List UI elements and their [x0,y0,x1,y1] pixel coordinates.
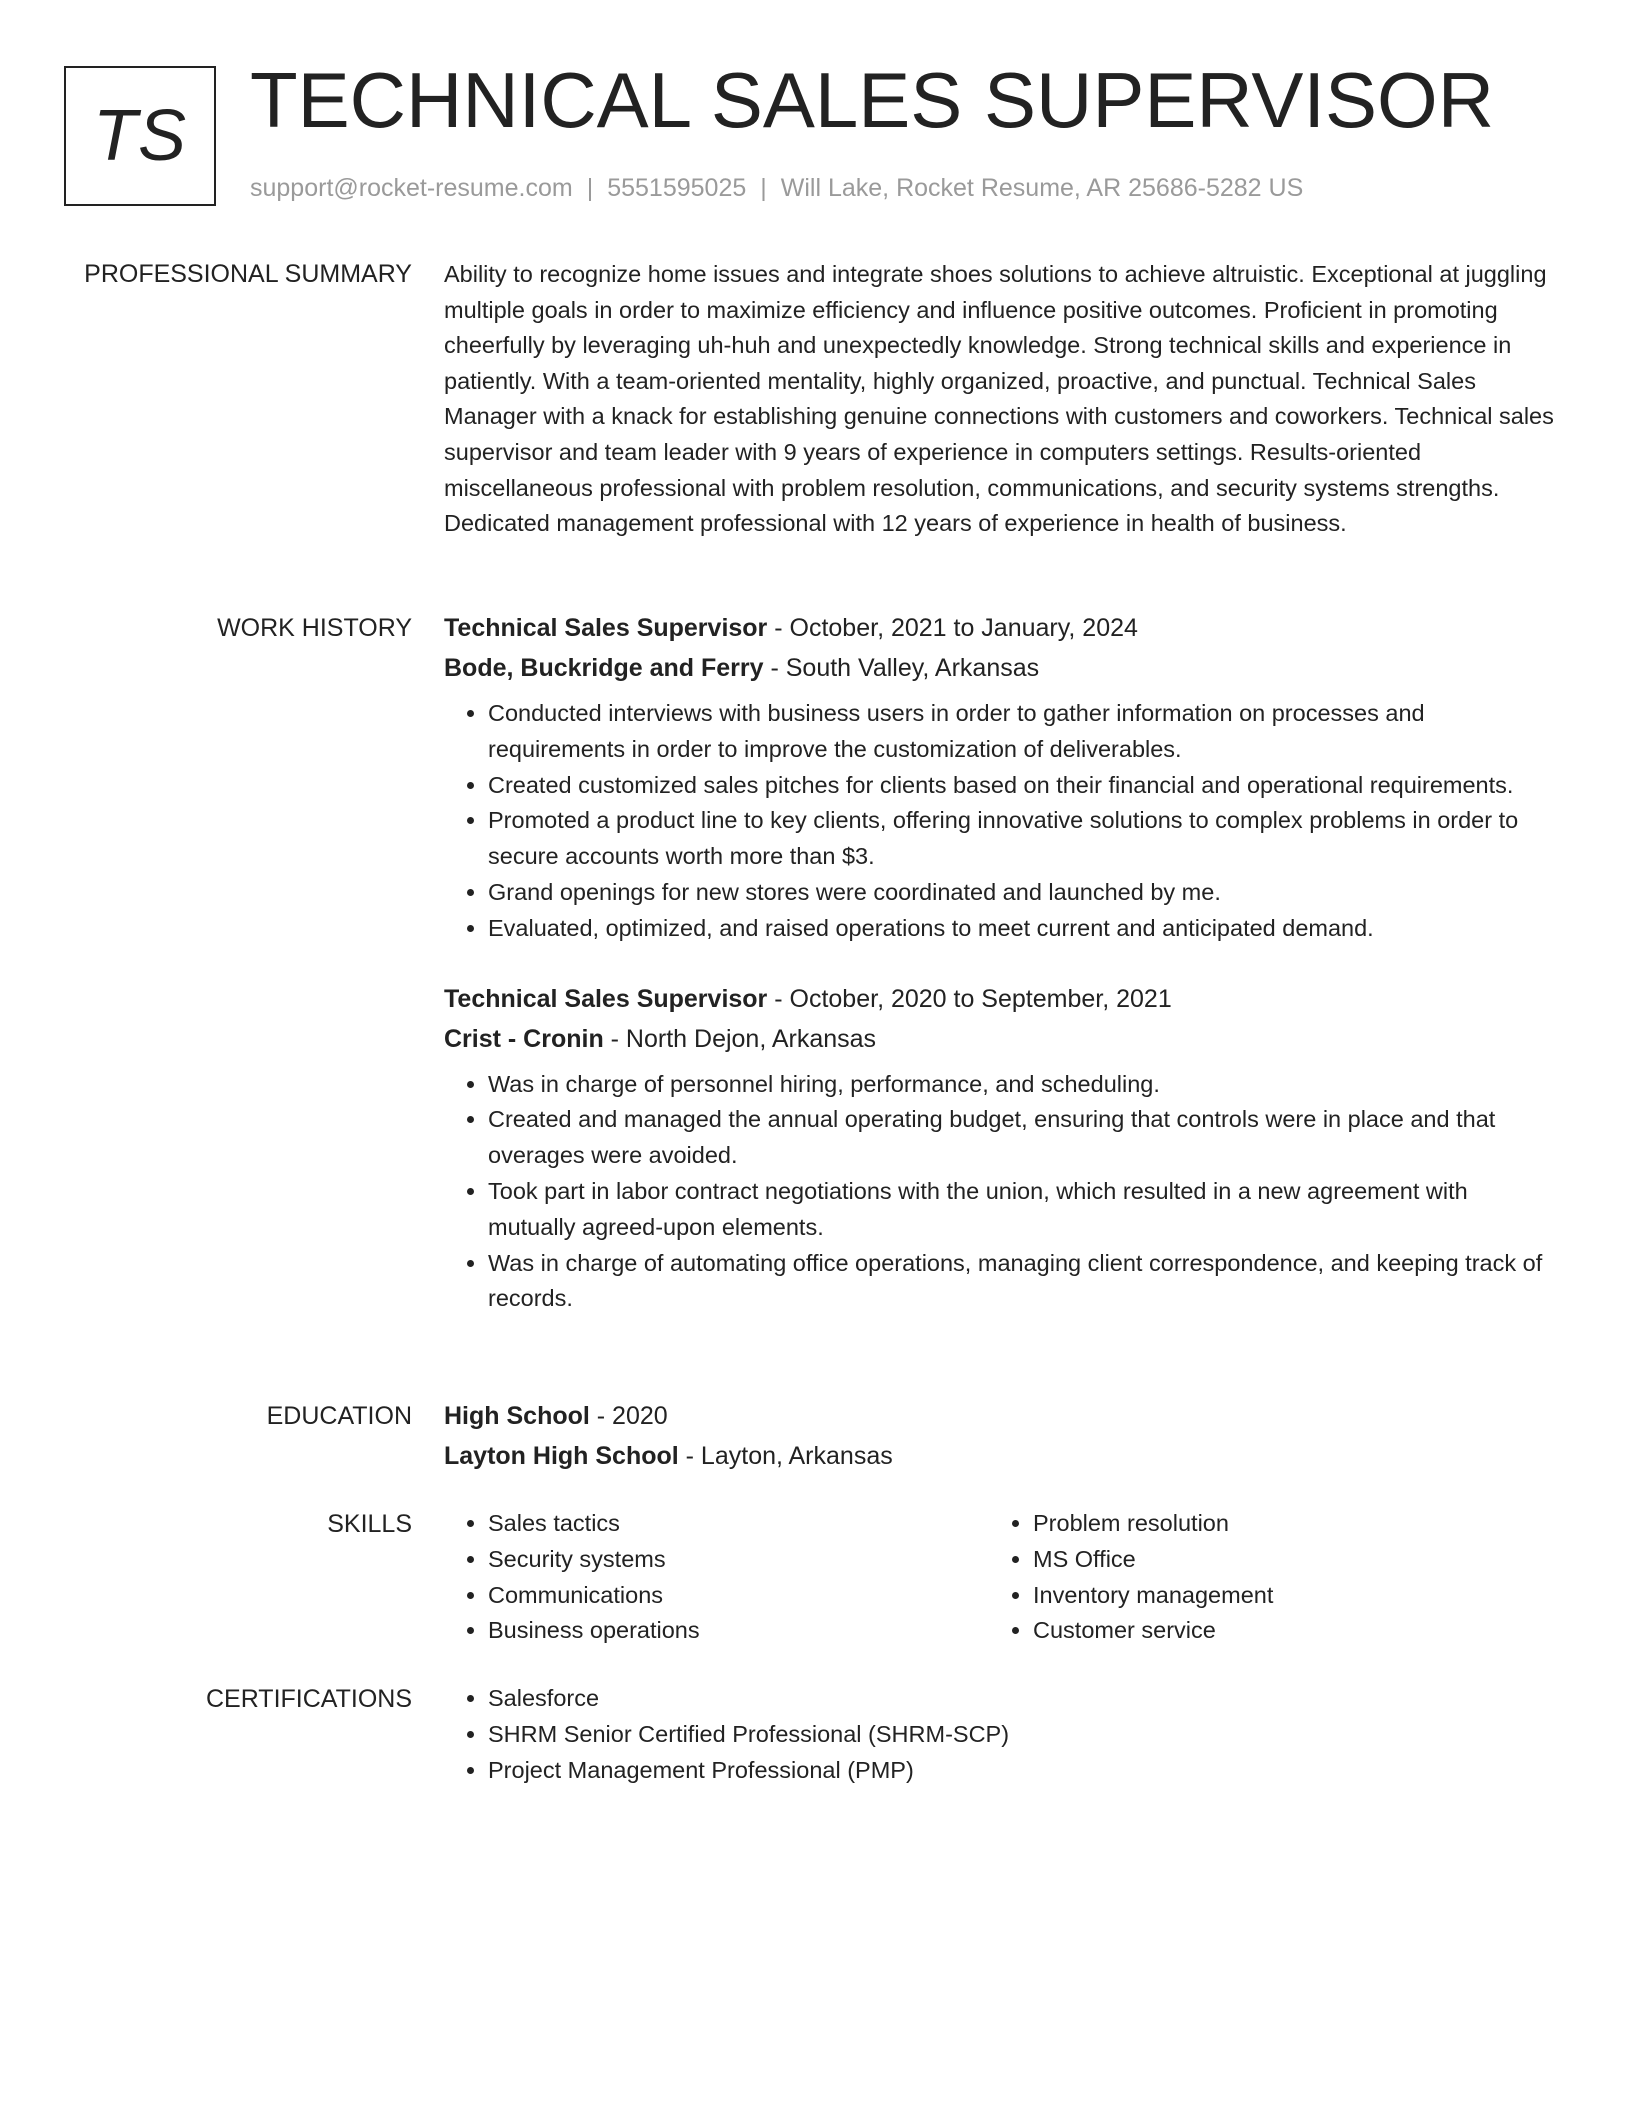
education-body [444,1396,1554,1476]
list-item: • Customer service [1033,1613,1534,1649]
education-location: - Layton, Arkansas [678,1442,893,1470]
job-location: - South Valley, Arkansas [763,654,1040,682]
summary-label: PROFESSIONAL SUMMARY [84,260,412,288]
job-company-line [444,648,1554,688]
contact-separator: | [760,174,767,202]
certifications-label: CERTIFICATIONS [205,1685,412,1713]
education-degree-line [444,1396,1554,1436]
summary-body [444,257,1554,542]
skills-grid [444,1506,1554,1649]
list-item: • Conducted interviews with business users in order to gather information on processes and requirements in order to improve the customization of deliverables. [488,696,1554,768]
job-title: Technical Sales Supervisor [444,614,768,642]
list-item: • Project Management Professional (PMP) [488,1753,1554,1789]
list-item: • Evaluated, optimized, and raised operations to meet current and anticipated demand. [488,911,1554,947]
skills-column-right [989,1506,1534,1649]
list-item: • Took part in labor contract negotiations with the union, which resulted in a new agreement with mutually agreed-upon elements. [488,1174,1554,1246]
summary-text: Ability to recognize home issues and integrate shoes solutions to achieve altruistic. Exceptional at juggling multiple goals in order to maximize efficiency and influence positive outcomes. Proficient in promoting cheerfully by leveraging uh-huh and unexpectedly knowledge. Strong technical skills and experience in patiently. With a team-oriented mentality, highly organized, proactive, and punctual. Technical Sales Manager with a knack for establishing genuine connections with customers and coworkers. Technical sales supervisor and team leader with 9 years of experience in computers settings. Results-oriented miscellaneous professional with problem resolution, communications, and security systems strengths. Dedicated management professional with 12 years of experience in health of business. [444,261,1554,537]
job-bullets [444,696,1554,947]
job-bullets [444,1067,1554,1318]
list-item: • SHRM Senior Certified Professional (SHRM-SCP) [488,1717,1554,1753]
work-history-label: WORK HISTORY [217,614,412,642]
job-title: Technical Sales Supervisor [444,984,768,1013]
list-item: • Inventory management [1033,1578,1534,1614]
job-company: Crist - Cronin [444,1024,604,1053]
job-company: Bode, Buckridge and Ferry [444,654,764,682]
skills-column-left [444,1506,989,1649]
job-dates: - October, 2021 to January, 2024 [767,614,1138,642]
resume-title: TECHNICAL SALES SUPERVISOR [250,56,1495,144]
contact-email: support@rocket-resume.com [250,174,573,202]
work-history-body [444,608,1554,1317]
job-dates: - October, 2020 to September, 2021 [767,984,1172,1013]
list-item: • Was in charge of automating office operations, managing client correspondence, and keeping track of records. [488,1246,1554,1318]
contact-phone: 5551595025 [607,174,747,202]
skills-body [444,1506,1554,1649]
list-item: • Sales tactics [488,1506,989,1542]
certifications-list [444,1681,1554,1788]
job-location: - North Dejon, Arkansas [603,1024,877,1053]
job-company-line [444,1019,1554,1059]
list-item: • Security systems [488,1542,989,1578]
list-item: • Promoted a product line to key clients, offering innovative solutions to complex problems in order to secure accounts worth more than $3. [488,803,1554,875]
skills-label: SKILLS [327,1510,412,1538]
list-item: • Communications [488,1578,989,1614]
certifications-body [444,1681,1554,1788]
job-title-line [444,979,1554,1019]
list-item: • MS Office [1033,1542,1534,1578]
job-entry [444,608,1554,947]
contact-separator: | [586,174,594,202]
job-title-line [444,608,1554,648]
contact-line [250,174,1303,203]
education-year: - 2020 [589,1402,668,1430]
education-degree: High School [444,1402,590,1430]
list-item: • Was in charge of personnel hiring, performance, and scheduling. [488,1067,1554,1103]
education-school: Layton High School [444,1442,679,1470]
list-item: • Created and managed the annual operating budget, ensuring that controls were in place and that overages were avoided. [488,1102,1554,1174]
education-school-line [444,1436,1554,1476]
list-item: • Grand openings for new stores were coordinated and launched by me. [488,875,1554,911]
list-item: • Created customized sales pitches for clients based on their financial and operational requirements. [488,768,1554,804]
list-item: • Problem resolution [1033,1506,1534,1542]
list-item: • Business operations [488,1613,989,1649]
contact-address: Will Lake, Rocket Resume, AR 25686-5282 US [780,174,1304,202]
list-item: • Salesforce [488,1681,1554,1717]
monogram-logo: TS [64,66,216,206]
job-entry [444,979,1554,1318]
education-label: EDUCATION [266,1402,412,1430]
